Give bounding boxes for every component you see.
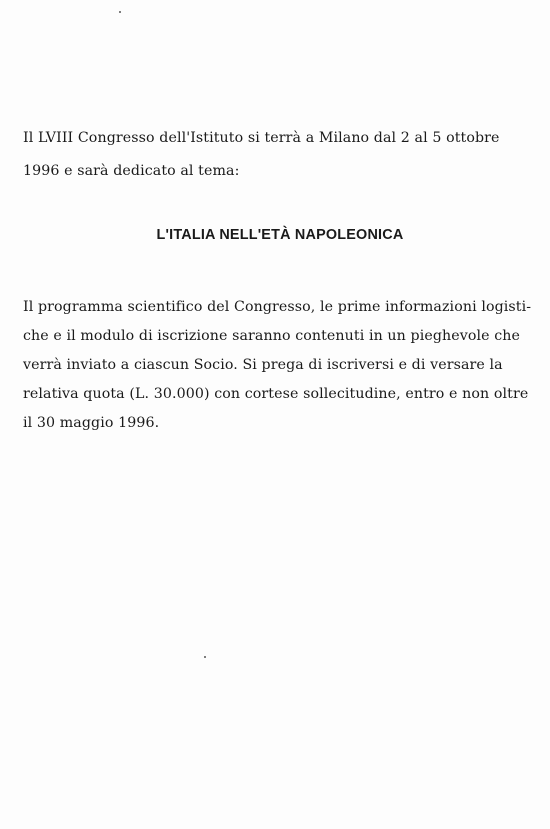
intro-paragraph <box>23 122 500 188</box>
scan-speck <box>204 656 206 658</box>
intro-line: 1996 e sarà dedicato al tema: <box>23 163 240 179</box>
program-line: Il programma scientifico del Congresso, le prime informazioni logisti- <box>23 299 532 315</box>
intro-line: Il LVIII Congresso dell'Istituto si terrà a Milano dal 2 al 5 ottobre <box>23 130 500 146</box>
program-line: relativa quota (L. 30.000) con cortese sollecitudine, entro e non oltre <box>23 386 529 402</box>
program-line: verrà inviato a ciascun Socio. Si prega di iscriversi e di versare la <box>23 357 503 373</box>
program-paragraph <box>23 293 532 438</box>
congress-theme-heading: L'ITALIA NELL'ETÀ NAPOLEONICA <box>156 227 404 243</box>
scan-speck <box>119 11 121 13</box>
program-line: che e il modulo di iscrizione saranno contenuti in un pieghevole che <box>23 328 521 344</box>
program-line: il 30 maggio 1996. <box>23 415 160 431</box>
